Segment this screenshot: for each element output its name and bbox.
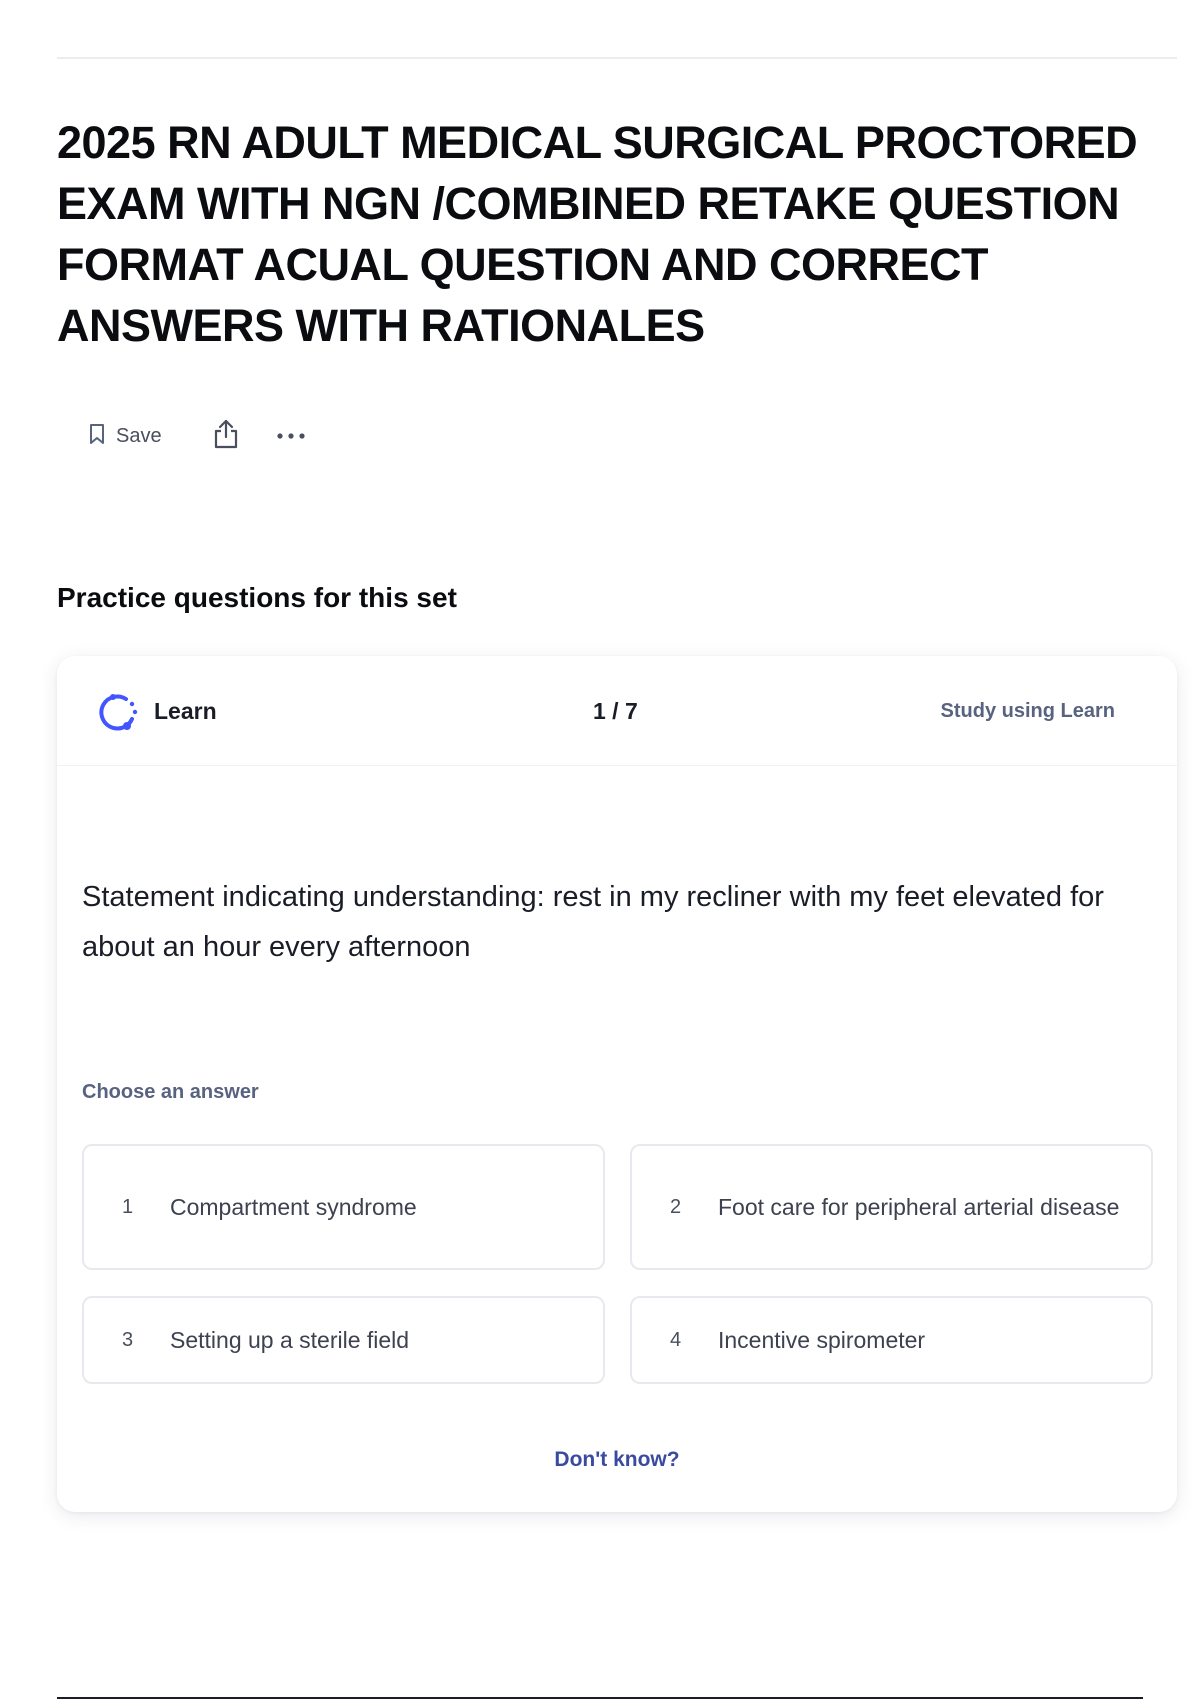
divider xyxy=(57,57,1177,59)
share-icon xyxy=(212,418,240,455)
study-using-learn-link[interactable]: Study using Learn xyxy=(940,700,1115,722)
section-title: Practice questions for this set xyxy=(57,582,457,613)
option-text: Foot care for peripheral arterial disease xyxy=(718,1194,1120,1220)
dont-know-button[interactable]: Don't know? xyxy=(554,1448,680,1471)
learn-icon xyxy=(96,691,140,740)
page-title: 2025 RN ADULT MEDICAL SURGICAL PROCTORED EXAM WITH NGN /COMBINED RETAKE QUESTION FORMAT ACUAL QUESTION AND CORRECT ANSWERS WITH RATIONALES xyxy=(57,117,1138,351)
question-prompt: Statement indicating understanding: rest in my recliner with my feet elevated for about an hour every afternoon xyxy=(82,881,1104,963)
more-horizontal-icon xyxy=(276,427,306,445)
bookmark-icon xyxy=(88,423,106,450)
option-number: 1 xyxy=(122,1195,134,1218)
share-button[interactable] xyxy=(212,414,240,458)
option-text: Incentive spirometer xyxy=(718,1327,926,1353)
answer-option-4[interactable] xyxy=(630,1296,1153,1384)
action-bar xyxy=(80,414,306,458)
answer-option-3[interactable] xyxy=(82,1296,605,1384)
more-options-button[interactable] xyxy=(276,414,306,458)
answer-option-2[interactable] xyxy=(630,1144,1153,1270)
option-number: 4 xyxy=(670,1328,682,1351)
option-text: Compartment syndrome xyxy=(170,1194,417,1220)
option-number: 3 xyxy=(122,1328,134,1351)
save-button[interactable] xyxy=(80,414,170,458)
option-number: 2 xyxy=(670,1195,682,1218)
option-text: Setting up a sterile field xyxy=(170,1327,410,1353)
answer-option-1[interactable] xyxy=(82,1144,605,1270)
divider xyxy=(57,1697,1143,1699)
card-header xyxy=(57,656,1177,766)
mode-label: Learn xyxy=(154,698,217,724)
practice-question-card xyxy=(57,656,1177,1512)
choose-answer-label: Choose an answer xyxy=(82,1081,259,1103)
question-progress: 1 / 7 xyxy=(593,698,638,724)
save-label: Save xyxy=(116,424,162,447)
